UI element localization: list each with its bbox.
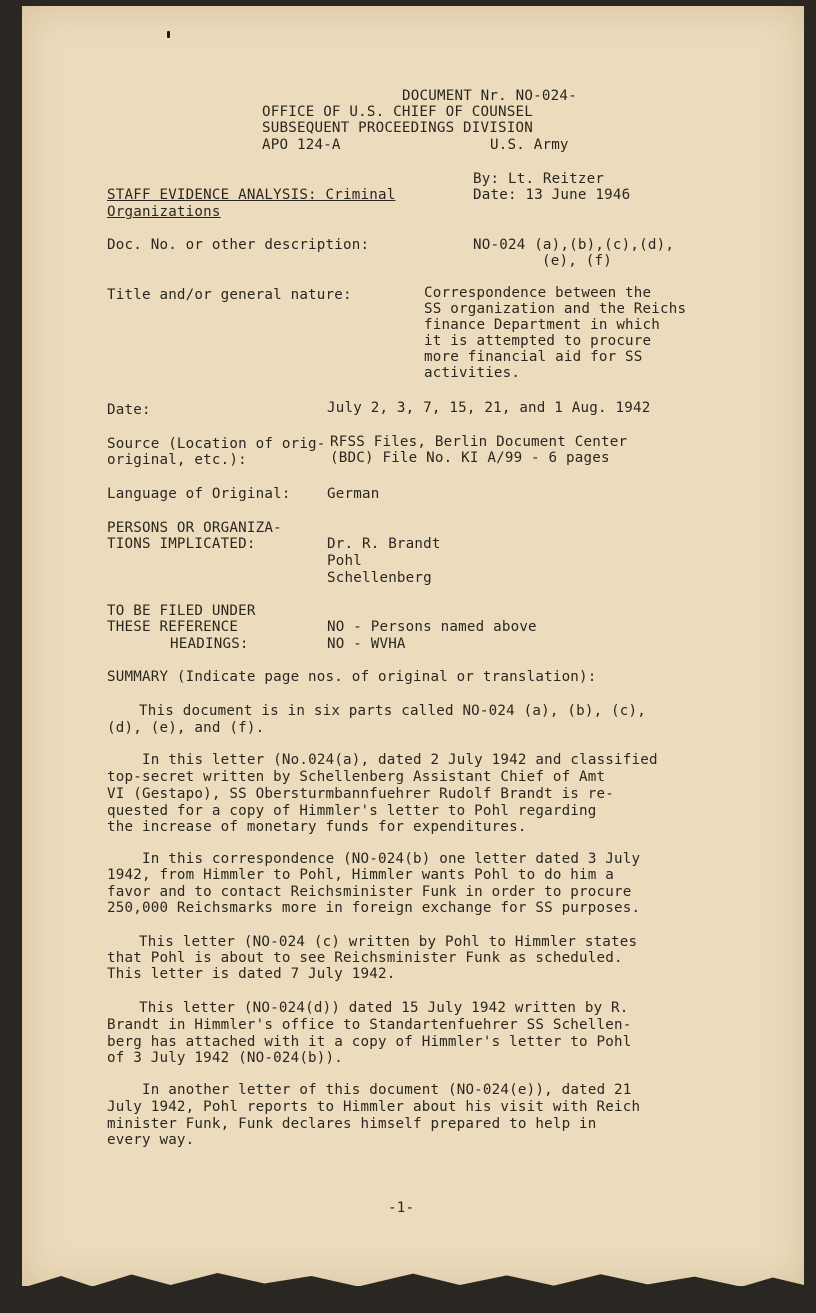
title-value-line: finance Department in which [424, 317, 661, 333]
title-value-line: Correspondence between the [424, 285, 652, 301]
summary-line: 1942, from Himmler to Pohl, Himmler wants Pohl to do him a [107, 867, 615, 883]
date-label: Date: [107, 402, 151, 418]
doc-no-label: Doc. No. or other description: [107, 237, 370, 253]
summary-line: This letter is dated 7 July 1942. [107, 966, 396, 982]
summary-line: 250,000 Reichsmarks more in foreign exchange for SS purposes. [107, 900, 641, 916]
persons-label-2: TIONS IMPLICATED: [107, 536, 256, 552]
summary-line: minister Funk, Funk declares himself prepared to help in [107, 1116, 597, 1132]
summary-line: This letter (NO-024(d)) dated 15 July 1942 written by R. [139, 1000, 629, 1016]
file-label: TO BE FILED UNDER [107, 603, 256, 619]
source-value: RFSS Files, Berlin Document Center [330, 434, 628, 450]
army-line: U.S. Army [490, 137, 569, 153]
summary-line: (d), (e), and (f). [107, 720, 265, 736]
summary-line: July 1942, Pohl reports to Himmler about his visit with Reich [107, 1099, 641, 1115]
doc-no-value: NO-024 (a),(b),(c),(d), [473, 237, 675, 253]
summary-label: SUMMARY (Indicate page nos. of original or translation): [107, 669, 597, 685]
document-number: DOCUMENT Nr. NO-024- [402, 88, 577, 104]
summary-line: This document is in six parts called NO-024 (a), (b), (c), [139, 703, 647, 719]
summary-line: VI (Gestapo), SS Obersturmbannfuehrer Rudolf Brandt is re- [107, 786, 615, 802]
summary-line: the increase of monetary funds for expenditures. [107, 819, 527, 835]
title-value-line: SS organization and the Reichs [424, 301, 687, 317]
person-name: Pohl [327, 553, 362, 569]
source-label: Source (Location of orig- [107, 436, 326, 452]
title-value-line: activities. [424, 365, 521, 381]
summary-line: In this letter (No.024(a), dated 2 July 1942 and classified [142, 752, 658, 768]
summary-line: top-secret written by Schellenberg Assistant Chief of Amt [107, 769, 606, 785]
page-number: -1- [388, 1200, 415, 1216]
analysis-title-2: Organizations [107, 204, 221, 220]
summary-line: that Pohl is about to see Reichsminister Funk as scheduled. [107, 950, 623, 966]
summary-line: of 3 July 1942 (NO-024(b)). [107, 1050, 344, 1066]
summary-line: Brandt in Himmler's office to Standartenfuehrer SS Schellen- [107, 1017, 632, 1033]
summary-line: In another letter of this document (NO-024(e)), dated 21 [142, 1082, 632, 1098]
file-label-3: HEADINGS: [170, 636, 249, 652]
summary-line: In this correspondence (NO-024(b) one letter dated 3 July [142, 851, 641, 867]
summary-line: quested for a copy of Himmler's letter to Pohl regarding [107, 803, 597, 819]
title-label: Title and/or general nature: [107, 287, 352, 303]
file-label-2: THESE REFERENCE [107, 619, 239, 635]
summary-line: berg has attached with it a copy of Himmler's letter to Pohl [107, 1034, 632, 1050]
person-name: Dr. R. Brandt [327, 536, 441, 552]
person-name: Schellenberg [327, 570, 432, 586]
ink-mark [167, 31, 170, 38]
source-value-2: (BDC) File No. KI A/99 - 6 pages [330, 450, 610, 466]
author-line: By: Lt. Reitzer [473, 171, 605, 187]
summary-line: every way. [107, 1132, 195, 1148]
office-line: OFFICE OF U.S. CHIEF OF COUNSEL [262, 104, 533, 120]
language-value: German [327, 486, 380, 502]
division-line: SUBSEQUENT PROCEEDINGS DIVISION [262, 120, 533, 136]
title-value-line: more financial aid for SS [424, 349, 643, 365]
apo-line: APO 124-A [262, 137, 341, 153]
language-label: Language of Original: [107, 486, 291, 502]
summary-line: favor and to contact Reichsminister Funk in order to procure [107, 884, 632, 900]
summary-line: This letter (NO-024 (c) written by Pohl to Himmler states [139, 934, 638, 950]
file-heading: NO - WVHA [327, 636, 406, 652]
file-heading: NO - Persons named above [327, 619, 537, 635]
source-label-2: original, etc.): [107, 452, 247, 468]
persons-label: PERSONS OR ORGANIZA- [107, 520, 282, 536]
date-value: July 2, 3, 7, 15, 21, and 1 Aug. 1942 [327, 400, 651, 416]
analysis-title: STAFF EVIDENCE ANALYSIS: Criminal [107, 187, 396, 203]
analysis-date: Date: 13 June 1946 [473, 187, 631, 203]
doc-no-value-2: (e), (f) [542, 253, 612, 269]
title-value-line: it is attempted to procure [424, 333, 652, 349]
